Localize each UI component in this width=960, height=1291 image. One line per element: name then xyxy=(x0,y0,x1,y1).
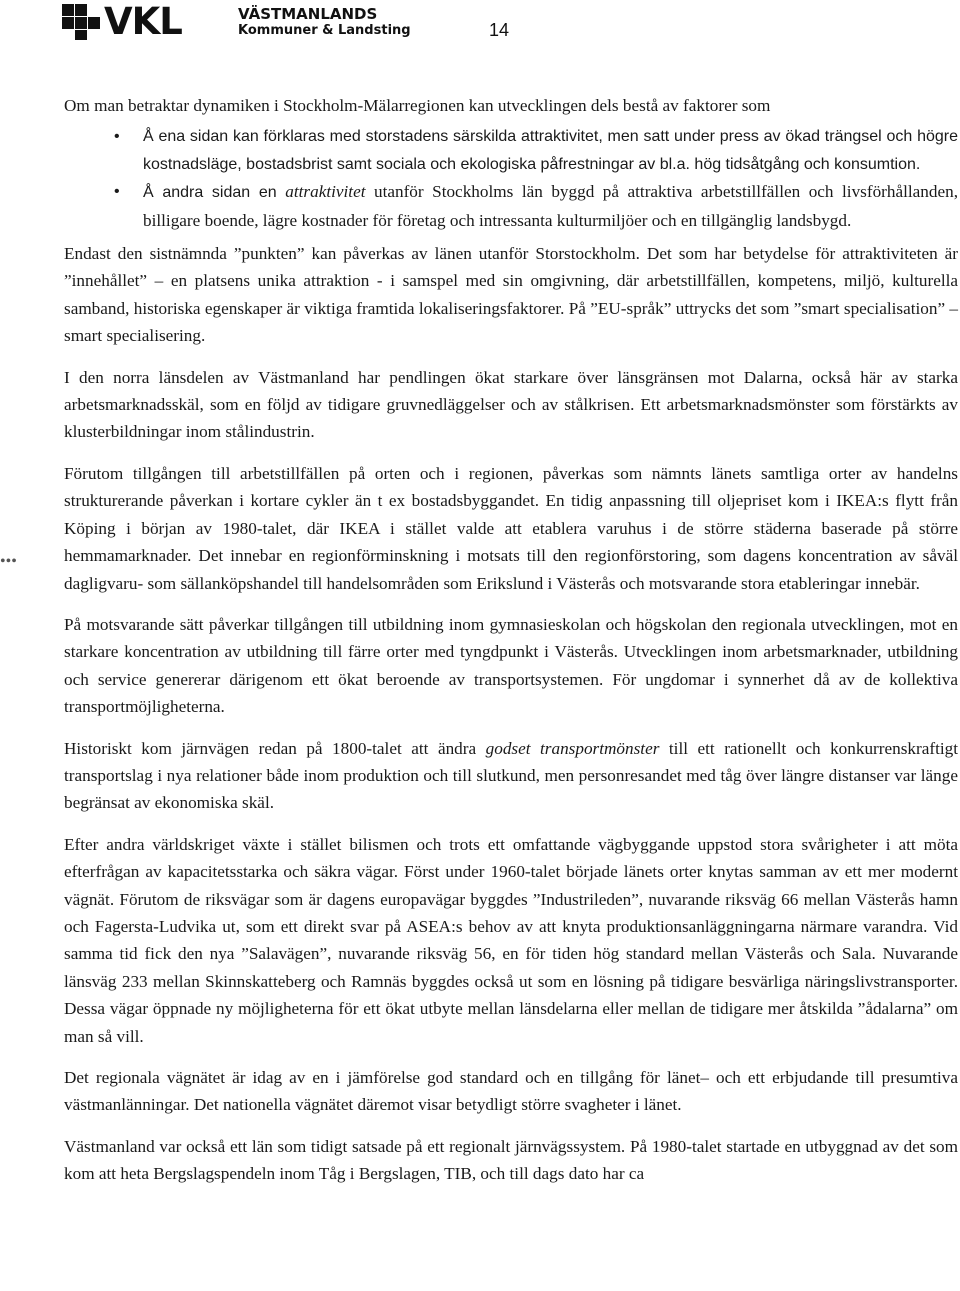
intro-paragraph: Om man betraktar dynamiken i Stockholm-Mälarregionen kan utvecklingen dels bestå av faktorer som xyxy=(64,96,771,115)
paragraph-1: Endast den sistnämnda ”punkten” kan påverkas av länen utanför Storstockholm. Det som har betydelse för attraktiviteten är ”innehållet” – en platsens unika attraktion - i samspel med sin omgivning, där arbetstillfällen, kompetens, miljö, kulturella samband, historiska egenskaper är viktiga framtida lokaliseringsfaktorer. På ”EU-språk” uttrycks det som ”smart specialisation” – smart specialisering. xyxy=(64,244,958,346)
page-number: 14 xyxy=(489,20,510,40)
bullet-2-text-a: Å andra sidan en xyxy=(143,184,286,202)
document-body xyxy=(64,92,958,1202)
paragraph-5-italic: godset transportmönster xyxy=(485,738,660,758)
page-header xyxy=(0,0,960,60)
bullet-list xyxy=(64,123,958,234)
logo-line-1: VÄSTMANLANDS xyxy=(238,5,378,23)
paragraph-6: Efter andra världskriget växte i stället bilismen och trots ett omfattande vägbyggande uppstod stora svårigheter i att möta efterfrågan av kapacitetsstarka och säkra vägar. Först under 1960-talet började länets orter knytas samman av ett mer modernt vägnät. Förutom de riksvägar som är dagens europavägar byggdes ”Industrileden”, nuvarande riksväg 66 mellan Västerås hamn och Fagersta-Ludvika ut, som ett direkt svar på ASEA:s behov av att knyta produktionsanläggningarna närmare varandra. Vid samma tid fick den nya ”Salavägen”, nuvarande riksväg 56, en för tiden hög standard mellan Västerås och Sala. Nuvarande länsväg 233 mellan Skinnskatteberg och Ramnäs byggdes också ut som en lösning på tidigare besvärliga näringslivstransporter. Dessa vägar öppnade ny möjligheterna för ett ökat utbyte mellan länsdelarna eller mellan de tidigare mer åtskilda ”ådalarna” om man så vill. xyxy=(64,834,958,1046)
paragraph-2: I den norra länsdelen av Västmanland har pendlingen ökat starkare över länsgränsen mot Dalarna, också här av starka arbetsmarknadsskäl, som en följd av tidigare gruvnedläggelser och av stålkrisen. Ett arbetsmarknadsmönster som förstärkts av klusterbildningar inom stålindustrin. xyxy=(64,367,958,442)
logo-main-text: VKL xyxy=(104,0,182,43)
bullet-2-text-b: utanför Stockholms län byggd på attraktiva arbetstillfällen och livsförhållanden, billigare boende, lägre kostnader för företag och intressanta kulturmiljöer och en tillgänglig landsbygd. xyxy=(143,182,959,230)
margin-mark: ••• xyxy=(0,553,17,570)
bullet-item-2 xyxy=(64,178,958,234)
vkl-logo xyxy=(62,0,411,43)
paragraph-5 xyxy=(64,735,958,817)
bullet-2-italic: attraktivitet xyxy=(285,182,366,202)
paragraph-3: Förutom tillgången till arbetstillfällen på orten och i regionen, påverkas som nämnts länets samtliga orter av handelns strukturerande påverkan i kortare cykler än t ex bostadsbyggandet. En tidig anpassning till oljepriset kom i IKEA:s flytt från Köping i början av 1980-talet, där IKEA i stället valde att etablera varuhus i de större städerna baserade på större hemmamarknader. Det innebar en regionförminskning i motsats till den regionförstoring, som dagens koncentration av såväl dagligvaru- som sällanköpshandel till handelsområden som Erikslund i Västerås och motsvarande stora etableringar innebär. xyxy=(64,463,958,593)
logo-line-2: Kommuner & Landsting xyxy=(238,23,411,38)
bullet-item-1: • Å ena sidan kan förklaras med storstadens särskilda attraktivitet, men satt under press av ökad trängsel och högre kostnadsläge, bostadsbrist samt sociala och ekologiska påfrestningar av bl.a. hög tidsåtgång och konsumtion. xyxy=(64,123,958,178)
paragraph-7: Det regionala vägnätet är idag av en i jämförelse god standard och en tillgång för länet– och ett erbjudande till presumtiva västmanlänningar. Det nationella vägnätet däremot visar betydligt större svagheter i länet. xyxy=(64,1068,958,1115)
paragraph-5-text-b: till ett rationellt och konkurrenskraftigt transportslag i nya relationer både inom produktion och till slutkund, men personresandet med tåg över längre distanser var länge begränsat av ekonomiska skäl. xyxy=(64,738,958,813)
paragraph-5-text-a: Historiskt kom järnvägen redan på 1800-talet att ändra xyxy=(64,738,486,758)
paragraph-8: Västmanland var också ett län som tidigt satsade på ett regionalt järnvägssystem. På 1980-talet startade en utbyggnad av det som kom att heta Bergslagspendeln inom Tåg i Bergslagen, TIB, och till dags dato har ca xyxy=(64,1136,958,1184)
paragraph-4: På motsvarande sätt påverkar tillgången till utbildning inom gymnasieskolan och högskolan den regionala utvecklingen, mot en starkare koncentration av utbildning till färre orter med tyngdpunkt i Västerås. Utvecklingen inom arbetsmarknader, utbildning och service genererar därigenom ett ökat beroende av transportsystemen. För ungdomar i synnerhet då av de kollektiva transportmöjligheterna. xyxy=(64,614,958,717)
vkl-logo-mark-icon xyxy=(62,4,100,40)
